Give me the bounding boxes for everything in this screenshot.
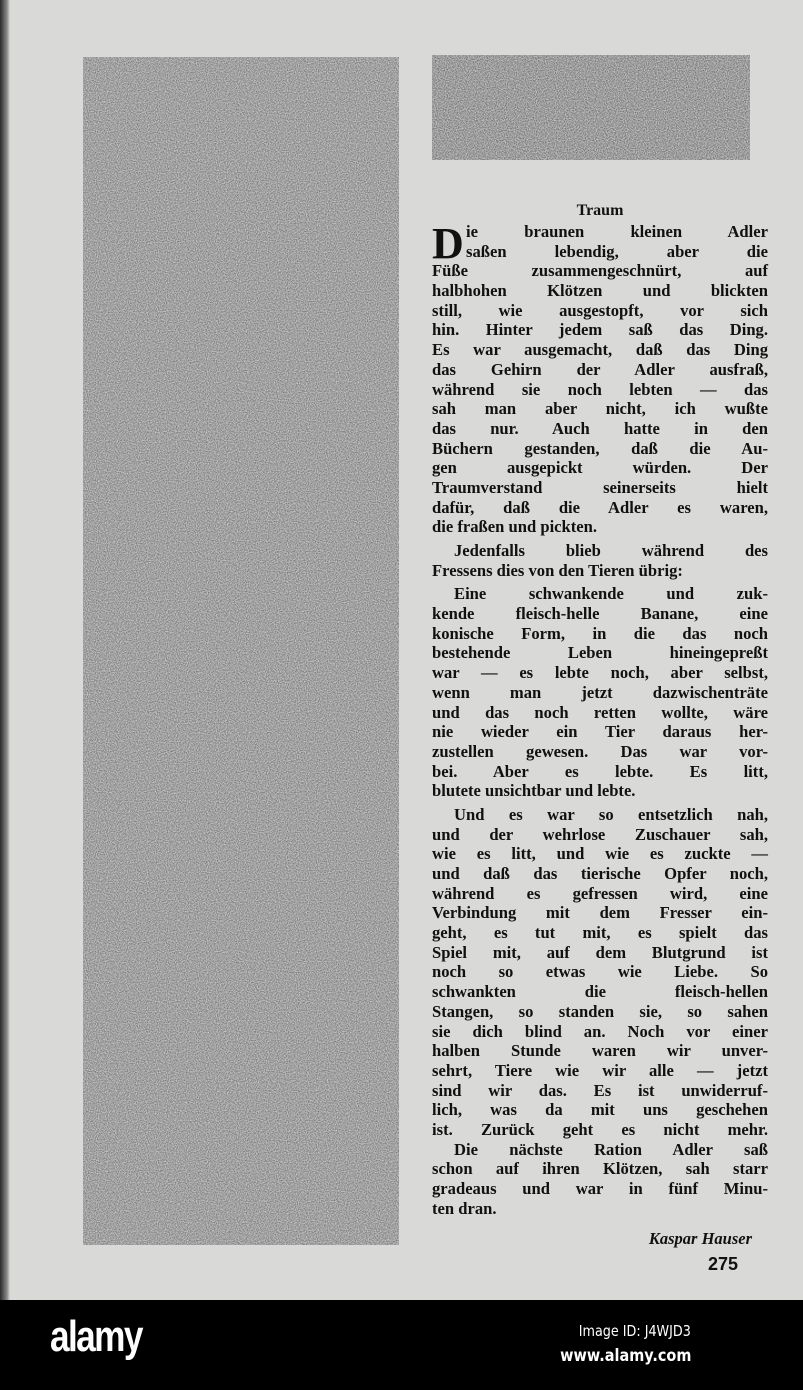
text-line: hin. Hinter jedem saß das Ding. xyxy=(432,320,768,340)
text-line: und daß das tierische Opfer noch, xyxy=(432,864,768,883)
text-line: Füße zusammengeschnürt, auf xyxy=(432,261,768,281)
text-line: wenn man jetzt dazwischenträte xyxy=(432,682,768,702)
text-line: Traumverstand seinerseits hielt xyxy=(432,477,768,497)
text-line: nie wieder ein Tier daraus her- xyxy=(432,722,768,742)
text-line: halbhohen Klötzen und blickten xyxy=(432,281,768,301)
text-line: ten dran. xyxy=(432,1198,497,1218)
text-line: Es war ausgemacht, daß das Ding xyxy=(432,340,768,360)
author-signature: Kaspar Hauser xyxy=(648,1229,752,1248)
paragraph xyxy=(432,1140,768,1219)
text-line: Büchern gestanden, daß die Au- xyxy=(432,438,768,458)
text-line: bestehende Leben hineingepreßt xyxy=(432,643,768,663)
text-line: das Gehirn der Adler ausfraß, xyxy=(432,359,768,379)
article-body xyxy=(432,219,768,1218)
text-line: die fraßen und pickten. xyxy=(432,517,598,537)
page-number: 275 xyxy=(707,1254,738,1274)
paragraph xyxy=(432,541,768,580)
text-line: während sie noch lebten — das xyxy=(432,379,768,399)
text-line: und der wehrlose Zuschauer sah, xyxy=(432,824,768,844)
text-line: während es gefressen wird, eine xyxy=(432,883,768,903)
text-line: halben Stunde waren wir unver- xyxy=(432,1041,768,1061)
text-line: Stangen, so standen sie, so sahen xyxy=(432,1001,768,1021)
text-line: schon auf ihren Klötzen, sah starr xyxy=(432,1159,768,1179)
text-line: das nur. Auch hatte in den xyxy=(432,418,768,438)
paragraph xyxy=(432,805,768,1140)
text-line: sehrt, Tiere wie wir alle — jetzt xyxy=(432,1060,768,1080)
article-title: Traum xyxy=(576,202,624,219)
text-line: sah man aber nicht, ich wußte xyxy=(432,399,768,419)
text-line: Verbindung mit dem Fresser ein- xyxy=(432,903,768,923)
text-line: Jedenfalls blieb während des xyxy=(454,541,768,560)
text-line: blutete unsichtbar und lebte. xyxy=(432,781,636,801)
watermark-band xyxy=(0,1300,803,1390)
text-line: schwankten die fleisch-hellen xyxy=(432,982,768,1002)
paragraph xyxy=(432,219,768,537)
blurred-image-top-right xyxy=(432,55,750,160)
text-line: ist. Zurück geht es nicht mehr. xyxy=(432,1119,768,1139)
text-line: Und es war so entsetzlich nah, xyxy=(454,804,768,824)
text-line: lich, was da mit uns geschehen xyxy=(432,1100,768,1120)
alamy-logo: alamy xyxy=(50,1312,142,1361)
text-line: still, wie ausgestopft, vor sich xyxy=(432,300,768,320)
text-line: kende fleisch-helle Banane, eine xyxy=(432,604,768,624)
text-line: noch so etwas wie Liebe. So xyxy=(432,962,768,982)
text-line: sind wir das. Es ist unwiderruf- xyxy=(432,1080,768,1100)
text-line: konische Form, in die das noch xyxy=(432,623,768,643)
text-line: Eine schwankende und zuk- xyxy=(454,584,768,604)
text-line: Fressens dies von den Tieren übrig: xyxy=(432,560,683,580)
drop-cap: D xyxy=(432,219,464,268)
image-id: Image ID: J4WJD3 xyxy=(578,1322,691,1340)
site-url: www.alamy.com xyxy=(559,1346,691,1366)
text-line: gen ausgepickt würden. Der xyxy=(432,458,768,478)
book-spine-shadow xyxy=(0,0,10,1300)
text-line: wie es litt, und wie es zuckte — xyxy=(432,844,768,864)
text-line: zustellen gewesen. Das war vor- xyxy=(432,741,768,761)
text-line: saßen lebendig, aber die xyxy=(466,241,768,261)
text-line: Die nächste Ration Adler saß xyxy=(454,1139,768,1159)
article-column xyxy=(432,200,768,1218)
text-line: war — es lebte noch, aber selbst, xyxy=(432,663,768,683)
blurred-image-left xyxy=(83,57,399,1245)
paragraph xyxy=(432,584,768,801)
text-line: bei. Aber es lebte. Es litt, xyxy=(432,761,768,781)
text-line: sie dich blind an. Noch vor einer xyxy=(432,1021,768,1041)
text-line: und das noch retten wollte, wäre xyxy=(432,702,768,722)
text-line: Spiel mit, auf dem Blutgrund ist xyxy=(432,942,768,962)
text-line: gradeaus und war in fünf Minu- xyxy=(432,1179,768,1198)
text-line: dafür, daß die Adler es waren, xyxy=(432,497,768,517)
text-line: geht, es tut mit, es spielt das xyxy=(432,923,768,943)
text-line: ie braunen kleinen Adler xyxy=(466,222,768,241)
